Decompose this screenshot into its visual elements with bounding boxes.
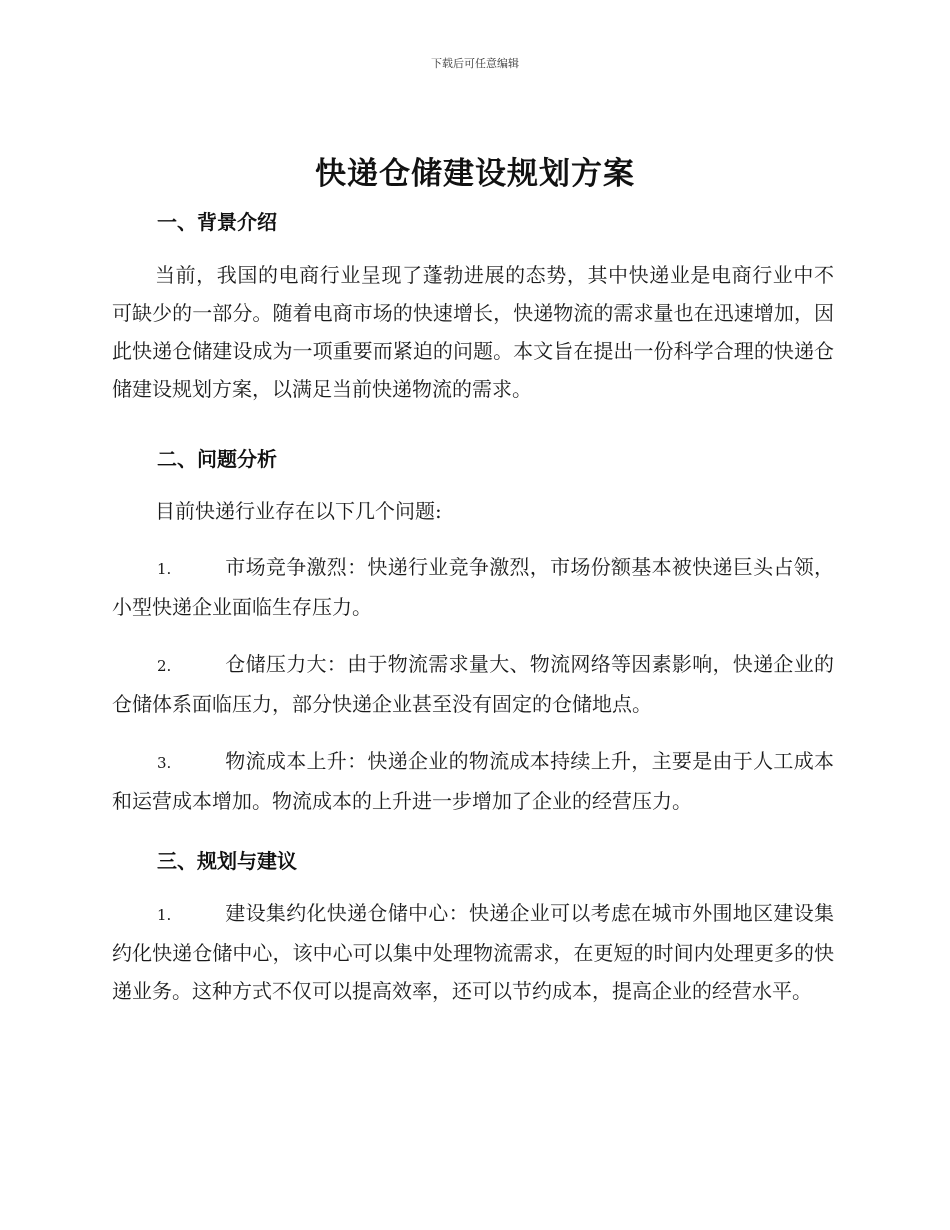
list-item-number: 1. [157, 906, 172, 924]
list-item-text: 建设集约化快递仓储中心：快递企业可以考虑在城市外围地区建设集约化快递仓储中心，该中心可以集中处理物流需求，在更短的时间内处理更多的快递业务。这种方式不仅可以提高效率，还可以节约成本，提高企业的经营水平。 [112, 901, 834, 1003]
list-item [112, 645, 834, 723]
list-item [112, 894, 834, 1010]
section-heading-background: 一、背景介绍 [157, 210, 277, 234]
section-paragraph-analysis-intro: 目前快递行业存在以下几个问题: [155, 499, 442, 523]
page-header-note: 下载后可任意编辑 [431, 57, 519, 70]
list-item-number: 3. [157, 754, 172, 772]
list-item-text: 仓储压力大：由于物流需求量大、物流网络等因素影响，快递企业的仓储体系面临压力，部分快递企业甚至没有固定的仓储地点。 [112, 652, 834, 716]
list-item-number: 2. [157, 657, 172, 675]
list-item-text: 物流成本上升：快递企业的物流成本持续上升，主要是由于人工成本和运营成本增加。物流成本的上升进一步增加了企业的经营压力。 [112, 749, 834, 813]
list-item [112, 548, 834, 626]
section-heading-analysis: 二、问题分析 [157, 447, 277, 471]
document-title: 快递仓储建设规划方案 [315, 156, 635, 192]
list-item-number: 1. [157, 560, 172, 578]
list-item [112, 742, 834, 820]
list-item-text: 市场竞争激烈：快递行业竞争激烈，市场份额基本被快递巨头占领，小型快递企业面临生存压力。 [112, 555, 834, 619]
section-paragraph-background: 当前，我国的电商行业呈现了蓬勃进展的态势，其中快递业是电商行业中不可缺少的一部分。随着电商市场的快速增长，快递物流的需求量也在迅速增加，因此快递仓储建设成为一项重要而紧迫的问题。本文旨在提出一份科学合理的快递仓储建设规划方案，以满足当前快递物流的需求。 [112, 263, 834, 401]
section-heading-planning: 三、规划与建议 [157, 849, 297, 873]
